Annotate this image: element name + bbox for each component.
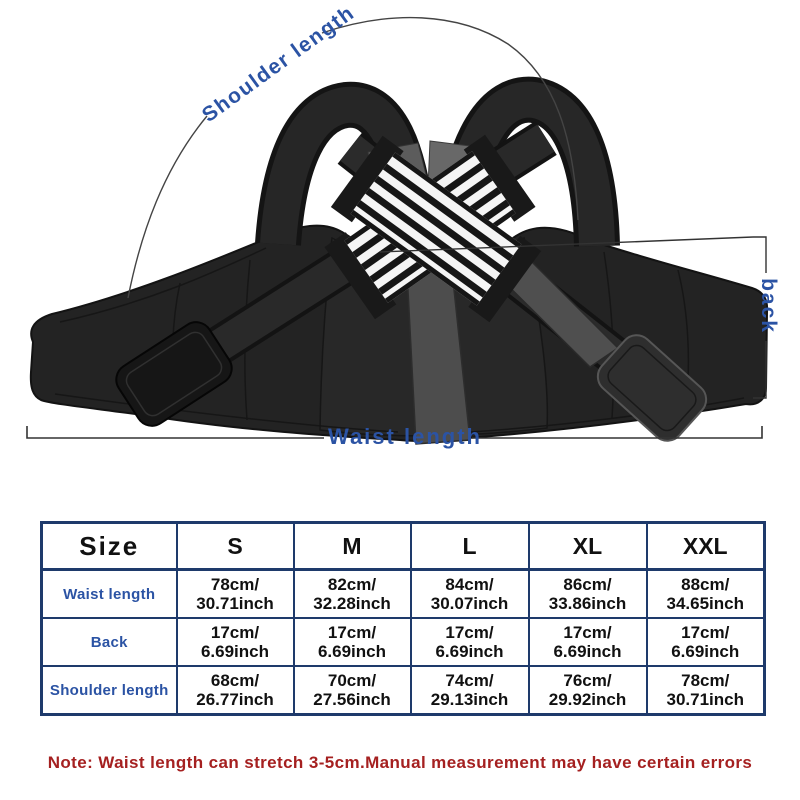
value-cell: 17cm/ 6.69inch: [647, 618, 765, 666]
value-cell: 17cm/ 6.69inch: [294, 618, 411, 666]
row-label: Waist length: [42, 570, 177, 619]
size-table-header-row: [42, 523, 765, 570]
value-cell: 82cm/ 32.28inch: [294, 570, 411, 619]
value-cell: 86cm/ 33.86inch: [529, 570, 647, 619]
size-col-xxl: XXL: [647, 523, 765, 570]
size-col-l: L: [411, 523, 529, 570]
value-cell: 68cm/ 26.77inch: [177, 666, 294, 715]
shoulder-length-label: Shoulder length: [197, 1, 359, 127]
value-cell: 17cm/ 6.69inch: [529, 618, 647, 666]
size-header-cell: Size: [42, 523, 177, 570]
disclaimer-note: Note: Waist length can stretch 3-5cm.Manual measurement may have certain errors: [47, 753, 753, 772]
size-col-m: M: [294, 523, 411, 570]
row-label: Shoulder length: [42, 666, 177, 715]
value-cell: 84cm/ 30.07inch: [411, 570, 529, 619]
size-table: [40, 521, 766, 716]
value-cell: 78cm/ 30.71inch: [647, 666, 765, 715]
value-cell: 70cm/ 27.56inch: [294, 666, 411, 715]
value-cell: 74cm/ 29.13inch: [411, 666, 529, 715]
value-cell: 78cm/ 30.71inch: [177, 570, 294, 619]
back-label: back: [757, 278, 780, 334]
value-cell: 17cm/ 6.69inch: [177, 618, 294, 666]
row-label: Back: [42, 618, 177, 666]
table-row-waist-length: [42, 570, 765, 619]
value-cell: 17cm/ 6.69inch: [411, 618, 529, 666]
value-cell: 88cm/ 34.65inch: [647, 570, 765, 619]
waist-length-label: Waist length: [328, 424, 482, 449]
table-row-shoulder-length: [42, 666, 765, 715]
value-cell: 76cm/ 29.92inch: [529, 666, 647, 715]
size-col-s: S: [177, 523, 294, 570]
size-col-xl: XL: [529, 523, 647, 570]
table-row-back: [42, 618, 765, 666]
